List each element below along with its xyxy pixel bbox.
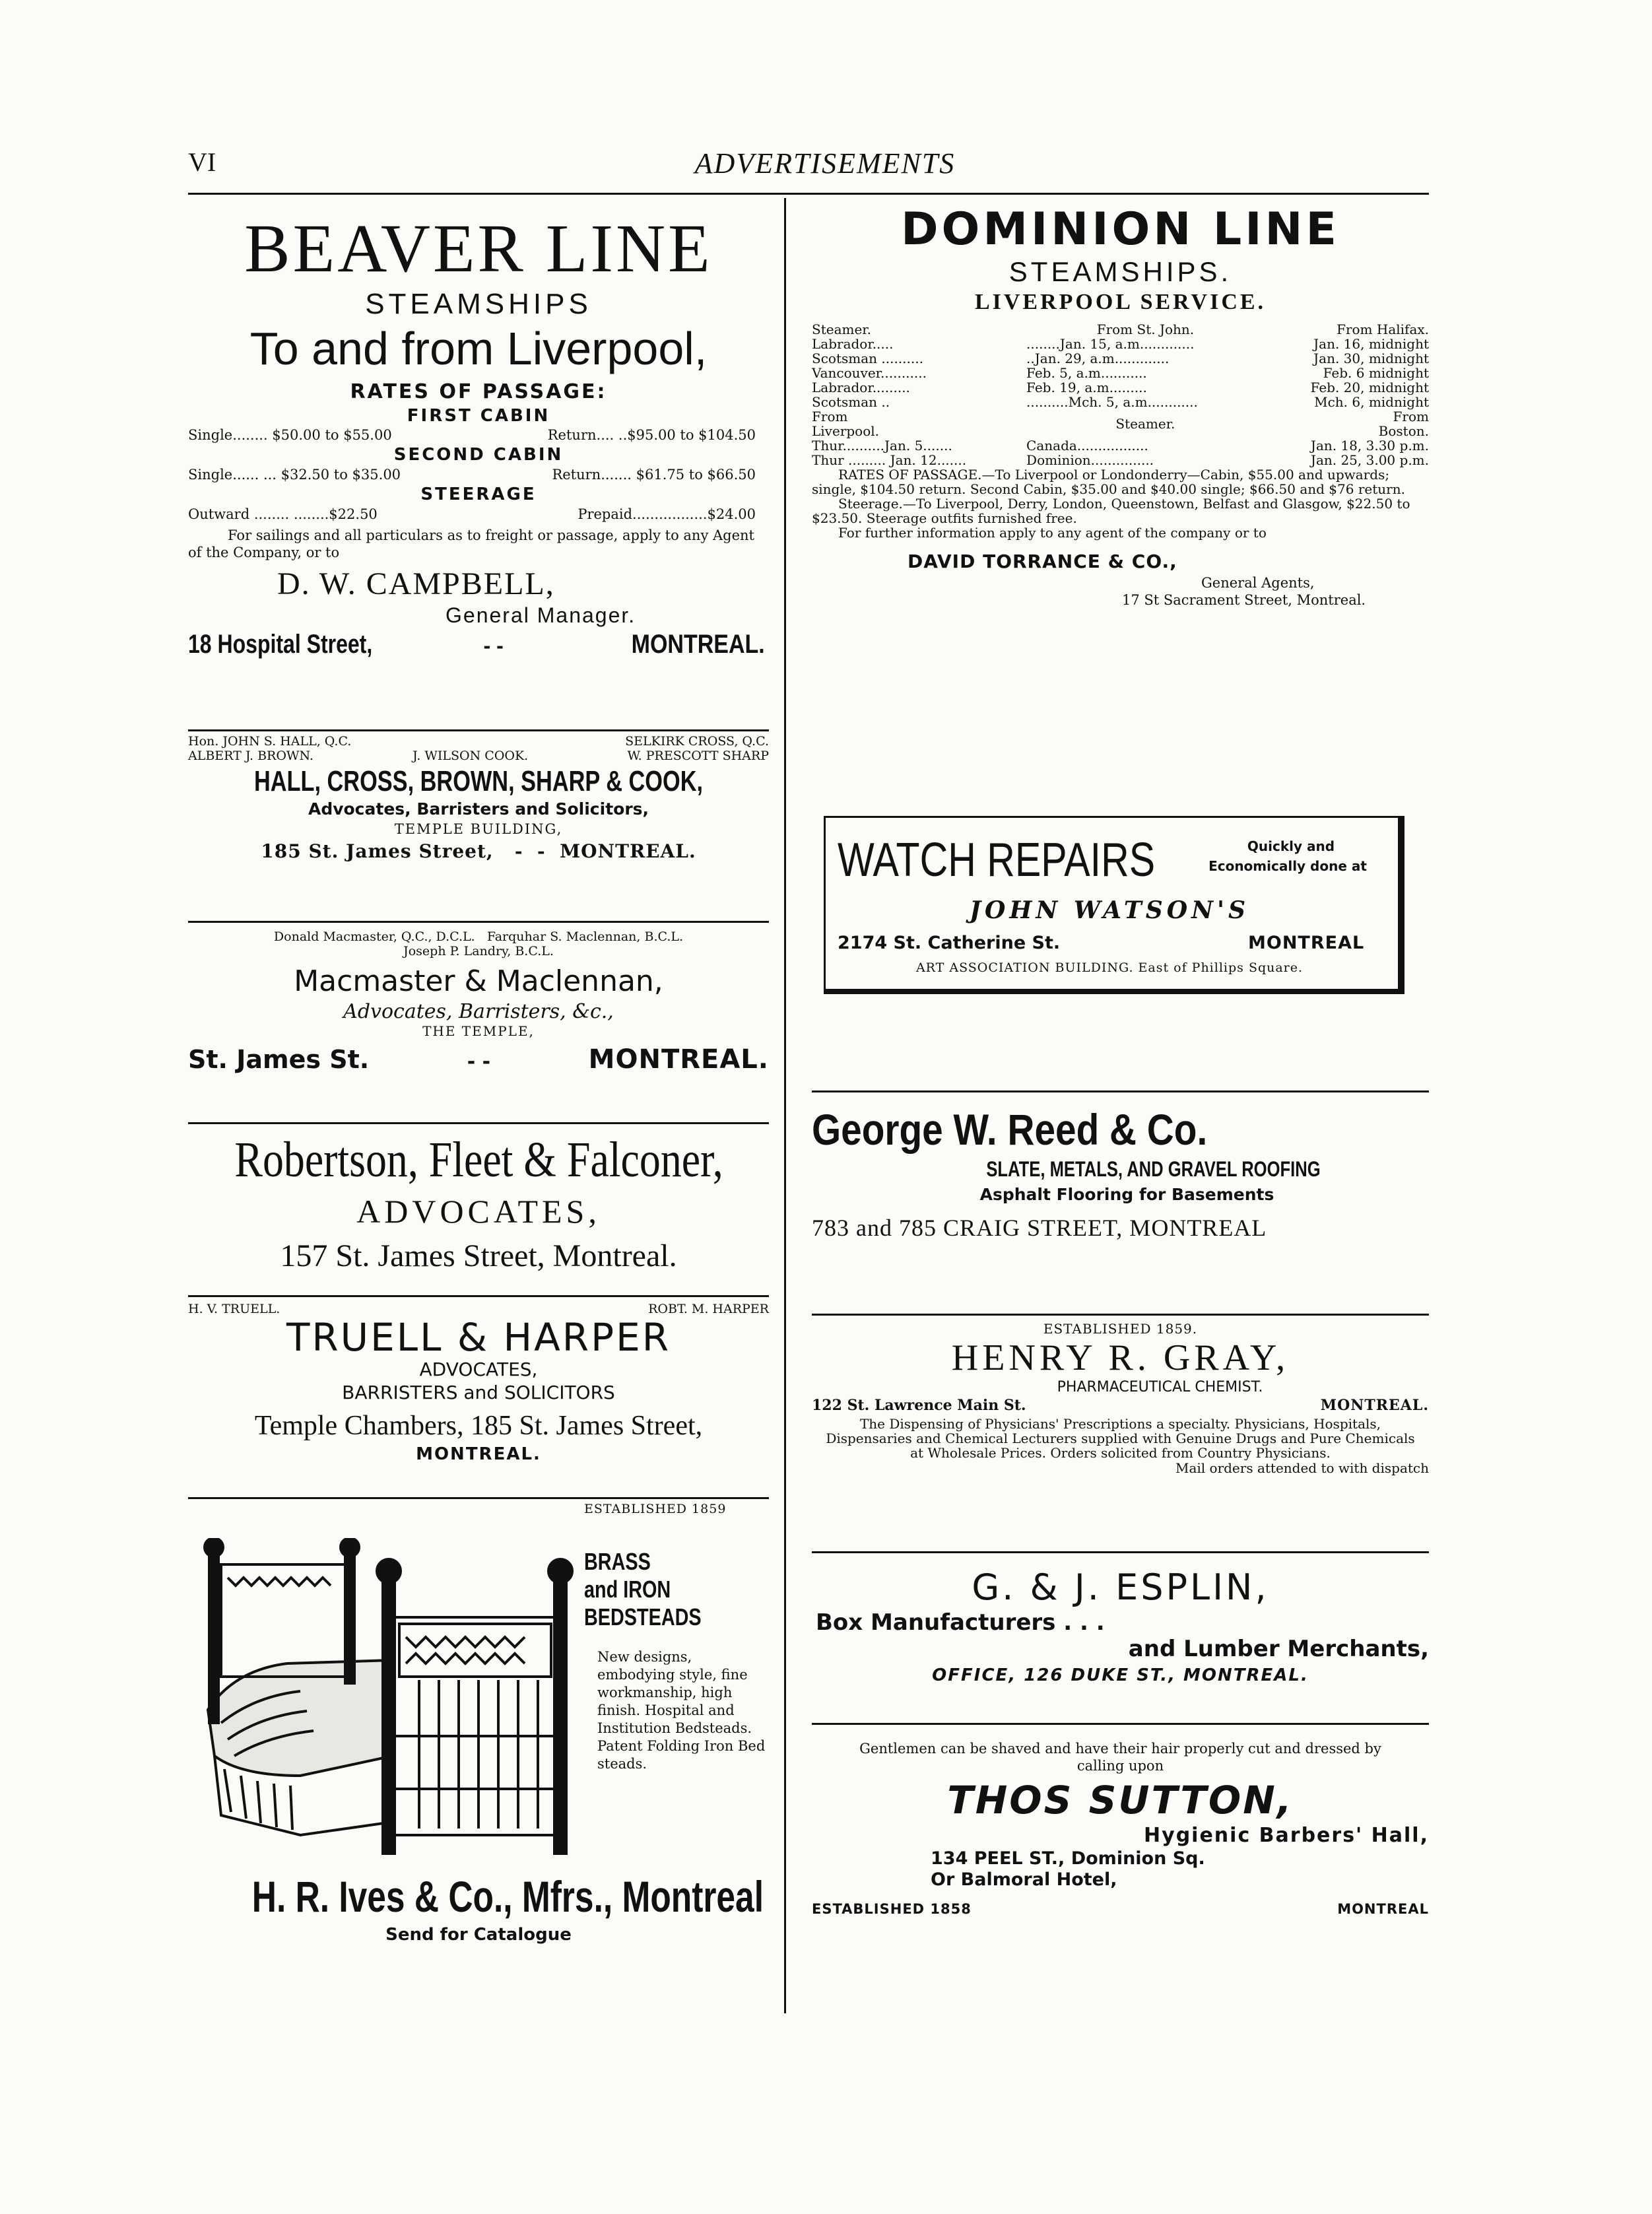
watch-address-city: MONTREAL <box>1248 933 1365 953</box>
rule-r2 <box>812 1314 1429 1316</box>
halifax-date: Feb. 20, midnight <box>1310 380 1429 395</box>
ives-heading-3: BEDSTEADS <box>584 1603 702 1630</box>
watch-address-street: 2174 St. Catherine St. <box>838 933 1061 953</box>
steamer-name: Scotsman .......... <box>812 351 923 366</box>
hall-names-c: W. PRESCOTT SHARP <box>627 749 769 763</box>
hall-cross-ad <box>188 734 769 865</box>
beaver-route: To and from Liverpool, <box>249 323 708 374</box>
halifax-date: Feb. 6 midnight <box>1323 365 1429 381</box>
macmaster-city: MONTREAL. <box>588 1044 769 1075</box>
table-row <box>812 380 1429 395</box>
col-from-boston: From Boston. <box>1378 409 1429 439</box>
robertson-firm: Robertson, Fleet & Falconer, <box>234 1132 723 1188</box>
first-single-rate: Single........ $50.00 to $55.00 <box>188 427 392 443</box>
macmaster-ad <box>188 929 769 1075</box>
hall-building: TEMPLE BUILDING, <box>394 821 563 837</box>
st-john-date: ..Jan. 29, a.m............. <box>1026 351 1170 366</box>
hall-names-left: Hon. JOHN S. HALL, Q.C. <box>188 734 352 749</box>
truell-firm: TRUELL & HARPER <box>286 1315 671 1360</box>
truell-address: Temple Chambers, 185 St. James Street, <box>254 1411 703 1441</box>
dominion-steerage: Steerage.—To Liverpool, Derry, London, Queenstown, Belfast and Glasgow, $22.50 to $23.50. Steerage outfits furnished free. <box>812 496 1410 526</box>
liverpool-date: Thur ......... Jan. 12....... <box>812 452 967 468</box>
dominion-line-ad <box>812 203 1429 609</box>
st-john-date: ........Jan. 15, a.m............. <box>1026 336 1195 352</box>
rule-r1 <box>812 1090 1429 1092</box>
watch-tag-2: Economically done at <box>1208 858 1367 874</box>
sailing-schedule <box>812 322 1429 467</box>
col-from-liverpool: From Liverpool. <box>812 409 880 439</box>
header-rule <box>188 193 1429 195</box>
sutton-intro: Gentlemen can be shaved and have their hair properly cut and dressed by calling upon <box>859 1741 1381 1774</box>
truell-line1: ADVOCATES, <box>419 1359 538 1380</box>
reed-title: George W. Reed & Co. <box>812 1105 1208 1154</box>
truell-harper-ad <box>188 1302 769 1464</box>
steamer-name: Scotsman .. <box>812 394 890 410</box>
ives-send: Send for Catalogue <box>385 1925 572 1945</box>
halifax-date: Jan. 16, midnight <box>1313 336 1429 352</box>
sutton-name: THOS SUTTON, <box>947 1778 1294 1823</box>
page-number: VI <box>188 147 216 177</box>
table-row <box>812 337 1429 351</box>
left-column <box>188 198 769 659</box>
bedstead-illustration-icon <box>195 1538 591 1855</box>
macmaster-names-2: Joseph P. Landry, B.C.L. <box>403 944 554 958</box>
steamer-name: Dominion............... <box>1026 452 1154 468</box>
steerage-prepaid-rate: Prepaid.................$24.00 <box>578 506 756 522</box>
sutton-hall: Hygienic Barbers' Hall, <box>1144 1824 1429 1847</box>
dominion-subtitle: STEAMSHIPS. <box>1008 256 1232 287</box>
dominion-agent-title: General Agents, <box>1201 575 1315 591</box>
gray-address-city: MONTREAL. <box>1320 1397 1429 1414</box>
col-steamer: Steamer. <box>812 321 872 337</box>
macmaster-desc: Advocates, Barristers, &c., <box>343 1000 614 1023</box>
st-john-date: ..........Mch. 5, a.m............ <box>1026 394 1198 410</box>
beaver-agent-name: D. W. CAMPBELL, <box>277 566 555 601</box>
gray-mail: Mail orders attended to with dispatch <box>1175 1460 1429 1476</box>
dominion-agent-address: 17 St Sacrament Street, Montreal. <box>1122 592 1366 608</box>
second-single-rate: Single...... ... $32.50 to $35.00 <box>188 467 401 483</box>
steerage-heading: STEERAGE <box>420 485 537 504</box>
table-row <box>812 438 1429 453</box>
table-row <box>812 453 1429 467</box>
boston-date: Jan. 25, 3.00 p.m. <box>1310 452 1429 468</box>
watch-name: JOHN WATSON'S <box>969 896 1249 924</box>
ives-firm: H. R. Ives & Co., Mfrs., Montreal <box>251 1872 764 1921</box>
col-from-st-john: From St. John. <box>1096 321 1195 337</box>
col-from-halifax: From Halifax. <box>1337 321 1429 337</box>
steamer-name: Vancouver........... <box>812 365 927 381</box>
liverpool-date: Thur..........Jan. 5....... <box>812 438 952 453</box>
beaver-address-dashes: - - <box>483 634 504 657</box>
dominion-agent: DAVID TORRANCE & CO., <box>908 551 1177 572</box>
hall-names-b: J. WILSON COOK. <box>413 749 529 763</box>
sutton-ad <box>812 1740 1429 1917</box>
beaver-note: For sailings and all particulars as to freight or passage, apply to any Agent of the Company, or to <box>188 527 754 560</box>
esplin-ad <box>812 1566 1429 1689</box>
boston-date: Jan. 18, 3.30 p.m. <box>1310 438 1429 453</box>
dominion-further: For further information apply to any agent of the company or to <box>838 525 1267 541</box>
watch-building: ART ASSOCIATION BUILDING. East of Phillips Square. <box>915 960 1304 975</box>
beaver-address-street: 18 Hospital Street, <box>188 630 373 659</box>
gray-established: ESTABLISHED 1859. <box>1043 1321 1198 1337</box>
robertson-ad <box>188 1130 769 1279</box>
steamer-name: Canada................. <box>1026 438 1148 453</box>
hall-address: 185 St. James Street, - - MONTREAL. <box>261 840 696 862</box>
watch-repairs-ad <box>824 816 1404 994</box>
ives-heading-1: BRASS <box>584 1548 651 1575</box>
halifax-date: Mch. 6, midnight <box>1314 394 1429 410</box>
macmaster-dashes: - - <box>467 1050 491 1073</box>
macmaster-building: THE TEMPLE, <box>422 1023 535 1039</box>
table-row <box>812 351 1429 366</box>
truell-names-left: H. V. TRUELL. <box>188 1302 281 1316</box>
rule-2 <box>188 921 769 923</box>
dominion-service: LIVERPOOL SERVICE. <box>974 290 1267 314</box>
beaver-subtitle: STEAMSHIPS <box>365 288 592 320</box>
page-title: ADVERTISEMENTS <box>694 147 956 180</box>
ives-ad <box>188 1502 769 1964</box>
robertson-desc: ADVOCATES, <box>356 1193 601 1230</box>
macmaster-street: St. James St. <box>188 1045 370 1074</box>
rule-r3 <box>812 1551 1429 1553</box>
esplin-name: G. & J. ESPLIN, <box>972 1566 1269 1608</box>
sutton-address-1: 134 PEEL ST., Dominion Sq. <box>931 1848 1205 1869</box>
halifax-date: Jan. 30, midnight <box>1313 351 1429 366</box>
esplin-line-2: and Lumber Merchants, <box>1128 1636 1429 1662</box>
first-cabin-heading: FIRST CABIN <box>407 406 550 426</box>
watch-tag-1: Quickly and <box>1247 838 1335 854</box>
macmaster-firm: Macmaster & Maclennan, <box>294 964 663 998</box>
table-row <box>812 366 1429 380</box>
ives-heading-2: and IRON <box>584 1576 671 1603</box>
hall-desc: Advocates, Barristers and Solicitors, <box>308 799 649 819</box>
reed-address: 783 and 785 CRAIG STREET, MONTREAL <box>812 1215 1267 1241</box>
beaver-address-city: MONTREAL. <box>631 630 765 659</box>
rule-r4 <box>812 1723 1429 1725</box>
gray-address-street: 122 St. Lawrence Main St. <box>812 1397 1026 1414</box>
second-cabin-heading: SECOND CABIN <box>393 445 564 465</box>
st-john-date: Feb. 19, a.m......... <box>1026 380 1147 395</box>
reed-line-1: SLATE, METALS, AND GRAVEL ROOFING <box>986 1157 1321 1181</box>
watch-title: WATCH REPAIRS <box>838 834 1156 887</box>
beaver-agent-title: General Manager. <box>446 603 636 627</box>
steerage-outward-rate: Outward ........ ........$22.50 <box>188 506 378 522</box>
esplin-office: OFFICE, 126 DUKE ST., MONTREAL. <box>932 1665 1309 1685</box>
gray-description: The Dispensing of Physicians' Prescriptions a specialty. Physicians, Hospitals, Dispensaries and Chemical Lecturers supplied with Genuine Drugs and Pure Chemicals at Wholesale Prices. Orders solicited from Country Physicians. <box>826 1416 1415 1461</box>
sutton-address-2: Or Balmoral Hotel, <box>931 1869 1117 1890</box>
hall-names-a: ALBERT J. BROWN. <box>188 749 314 763</box>
reed-line-2: Asphalt Flooring for Basements <box>979 1185 1274 1204</box>
rule-4 <box>188 1295 769 1297</box>
robertson-address: 157 St. James Street, Montreal. <box>280 1238 677 1273</box>
ives-established: ESTABLISHED 1859 <box>584 1502 727 1516</box>
hall-names-right: SELKIRK CROSS, Q.C. <box>625 734 769 749</box>
first-return-rate: Return.... ..$95.00 to $104.50 <box>547 427 756 443</box>
rule-3 <box>188 1122 769 1124</box>
col-steamer-2: Steamer. <box>1115 416 1175 432</box>
beaver-title: BEAVER LINE <box>244 211 713 286</box>
hall-firm: HALL, CROSS, BROWN, SHARP & COOK, <box>253 765 704 797</box>
rule-1 <box>188 729 769 731</box>
table-row <box>812 395 1429 409</box>
sutton-city: MONTREAL <box>1337 1901 1429 1917</box>
steamer-name: Labrador..... <box>812 336 894 352</box>
column-divider <box>784 198 786 2013</box>
dominion-rates: RATES OF PASSAGE.—To Liverpool or Londonderry—Cabin, $55.00 and upwards; single, $104.50 return. Second Cabin, $35.00 and $40.00 single; $66.50 and $76 return. <box>812 467 1405 497</box>
gray-ad <box>812 1320 1429 1476</box>
macmaster-names-1: Donald Macmaster, Q.C., D.C.L. Farquhar S. Maclennan, B.C.L. <box>273 929 684 944</box>
dominion-title: DOMINION LINE <box>901 203 1340 255</box>
ives-description: New designs, embodying style, fine workmanship, high finish. Hospital and Institution Bedsteads. Patent Folding Iron Bed steads. <box>597 1649 766 1772</box>
second-return-rate: Return....... $61.75 to $66.50 <box>552 467 756 483</box>
truell-line2: BARRISTERS and SOLICITORS <box>342 1382 615 1403</box>
st-john-date: Feb. 5, a.m........... <box>1026 365 1147 381</box>
gray-name: HENRY R. GRAY, <box>951 1337 1290 1378</box>
rule-5 <box>188 1497 769 1499</box>
beaver-line-ad <box>188 210 769 659</box>
sutton-established: ESTABLISHED 1858 <box>812 1901 972 1917</box>
truell-city: MONTREAL. <box>416 1444 541 1464</box>
esplin-line-1: Box Manufacturers . . . <box>816 1609 1105 1636</box>
reed-ad <box>812 1104 1429 1245</box>
rates-heading: RATES OF PASSAGE: <box>350 380 607 403</box>
gray-title: PHARMACEUTICAL CHEMIST. <box>1057 1379 1263 1395</box>
truell-names-right: ROBT. M. HARPER <box>648 1302 769 1316</box>
steamer-name: Labrador......... <box>812 380 910 395</box>
